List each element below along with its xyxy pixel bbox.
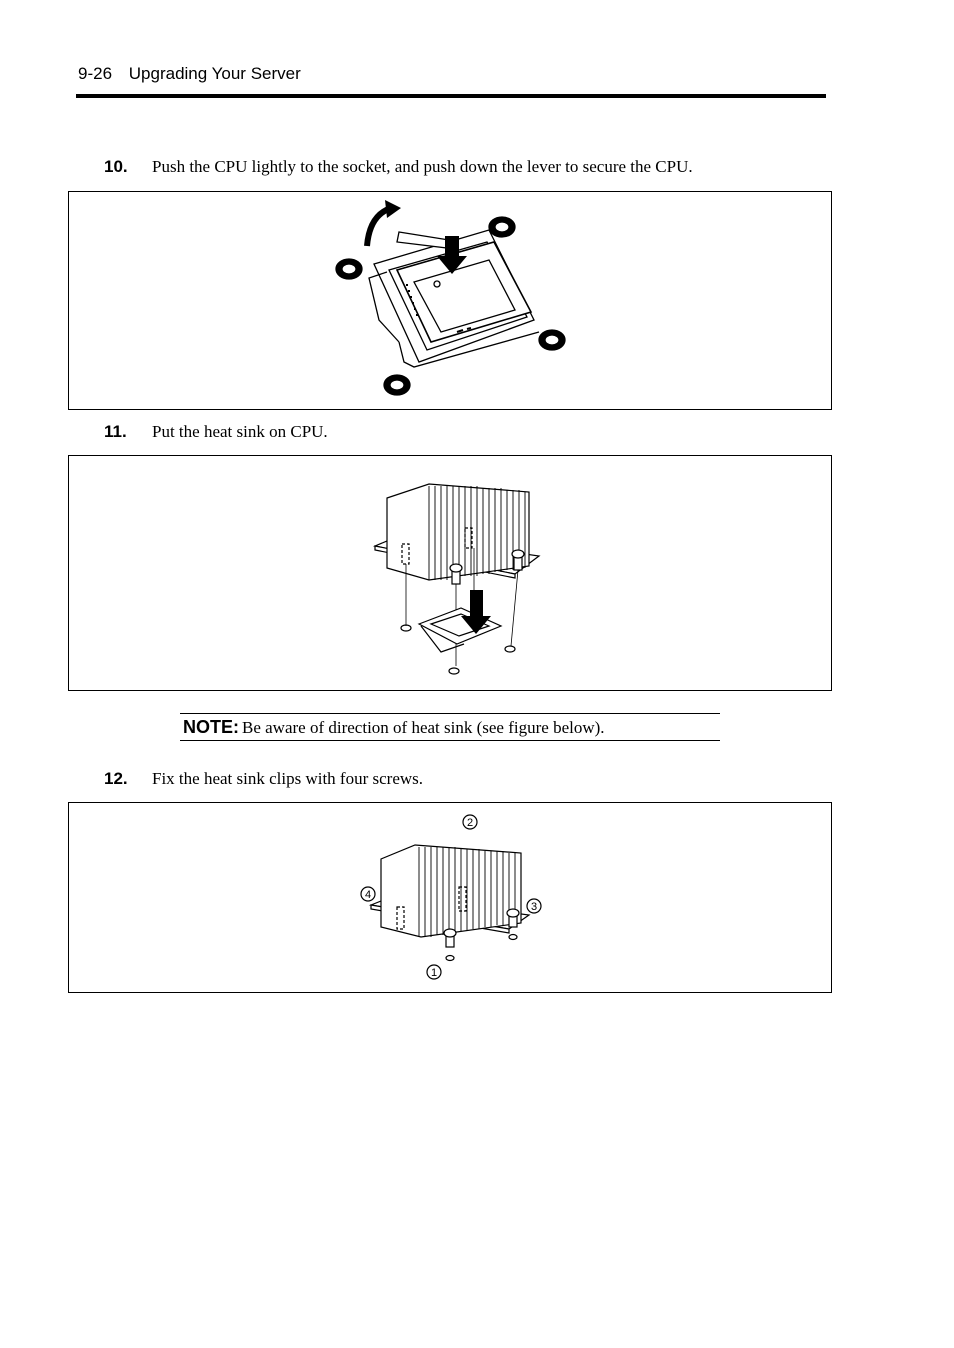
note-text: Be aware of direction of heat sink (see figure below). — [242, 718, 605, 737]
callout-3: 3 — [530, 901, 538, 913]
callout-1: 1 — [430, 967, 438, 979]
page-header — [78, 64, 301, 84]
step-text: Push the CPU lightly to the socket, and push down the lever to secure the CPU. — [152, 157, 693, 176]
heat-sink-screws-illustration — [69, 803, 833, 994]
callout-2: 2 — [466, 817, 474, 829]
figure-heat-sink-screws — [68, 802, 832, 993]
figure-heat-sink-install — [68, 455, 832, 691]
step-10 — [104, 157, 693, 177]
step-number: 11. — [104, 422, 127, 441]
step-number: 12. — [104, 769, 128, 788]
step-number: 10. — [104, 157, 128, 176]
note-box — [180, 713, 720, 741]
note-label: NOTE: — [183, 717, 239, 737]
step-12 — [104, 769, 423, 789]
step-text: Fix the heat sink clips with four screws. — [152, 769, 424, 788]
header-rule — [76, 94, 826, 98]
cpu-socket-illustration — [69, 192, 833, 411]
figure-cpu-socket — [68, 191, 832, 410]
page-number: 9-26 — [78, 64, 113, 83]
step-11 — [104, 422, 328, 442]
callout-4: 4 — [364, 889, 372, 901]
heat-sink-install-illustration — [69, 456, 833, 692]
step-text: Put the heat sink on CPU. — [152, 422, 328, 441]
chapter-title: Upgrading Your Server — [128, 64, 301, 83]
